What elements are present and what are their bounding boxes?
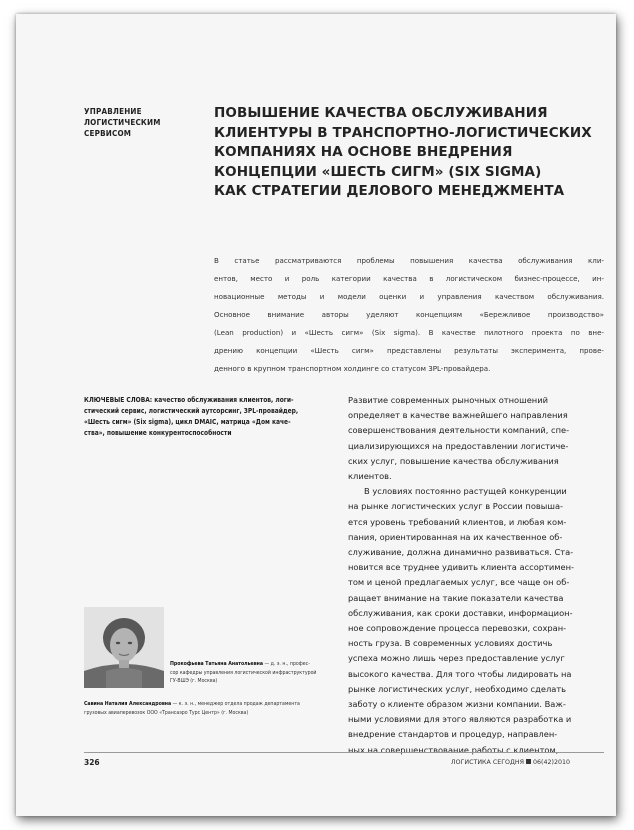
body-line: Развитие современных рыночных отношений: [348, 395, 549, 405]
body-line: высокого качества. Для того чтобы лидировать на: [348, 668, 572, 679]
abstract-line: (Lean production) и «Шесть сигм» (Six sigma). В качестве пилотного проекта по вне-: [214, 328, 604, 337]
abstract-line: денного в крупном транспортном холдинге со статусом 3PL-провайдера.: [214, 364, 491, 373]
body-line: совершенствования деятельности компаний, спе-: [348, 425, 570, 436]
author-2-name: Савина Наталия Александровна: [84, 701, 172, 707]
author-1-affiliation-line: — д. э. н., профес-: [263, 661, 310, 667]
body-line: ное сопровождение процесса перевозки, сохран-: [348, 623, 567, 634]
abstract-line: В статье рассматриваются проблемы повышения качества обслуживания кли-: [214, 256, 604, 265]
body-line: пания, ориентированная на их качественное об-: [348, 531, 563, 542]
body-line: ских услуг, повышение качества обслуживания: [348, 455, 559, 466]
body-line: В условиях постоянно растущей конкуренции: [364, 486, 567, 497]
keywords-line: КЛЮЧЕВЫЕ СЛОВА: качество обслуживания клиентов, логи-: [84, 396, 294, 404]
body-line: клиентов.: [348, 471, 392, 482]
abstract-line: дрению концепции «Шесть сигм» представлены результаты эксперимента, прове-: [214, 346, 604, 355]
title-line: КОНЦЕПЦИИ «ШЕСТЬ СИГМ» (SIX SIGMA): [214, 163, 542, 180]
author-1-caption: [170, 660, 340, 686]
keywords-line: «Шесть сигм» (Six sigma), цикл DMAIC, матрица «Дом каче-: [84, 418, 291, 426]
abstract-line: новационные методы и модели оценки и управления качеством обслуживания.: [214, 292, 604, 301]
body-line: обслуживания, как сроки доставки, информацион-: [348, 607, 573, 618]
author-portrait-image: [84, 607, 164, 688]
footer-divider: [84, 752, 604, 753]
body-line: ращает внимание на такие показатели качества: [348, 592, 564, 603]
title-line: КЛИЕНТУРЫ В ТРАНСПОРТНО-ЛОГИСТИЧЕСКИХ: [214, 124, 592, 141]
journal-footer: [451, 759, 570, 766]
square-bullet-icon: [526, 759, 531, 764]
author-2-caption: [84, 700, 339, 717]
body-line: служивание, должна динамично развиваться. Ста-: [348, 547, 574, 558]
keywords-block: [84, 395, 336, 439]
article-title: [214, 104, 604, 202]
abstract-line: Основное внимание авторы уделяют концепциям «Бережливое производство»: [214, 310, 604, 319]
page-number: 326: [84, 758, 100, 767]
abstract-line: ентов, место и роль категории качества в логистическом бизнес-процессе, ин-: [214, 274, 604, 283]
body-line: ными условиями для этого являются разработка и: [348, 714, 572, 725]
body-line: внедрение стандартов и процедур, направлен-: [348, 729, 558, 740]
section-rubric: [84, 106, 194, 139]
body-line: рынке логистических услуг, необходимо сделать: [348, 683, 567, 694]
title-line: КОМПАНИЯХ НА ОСНОВЕ ВНЕДРЕНИЯ: [214, 144, 513, 160]
author-1-affiliation-line: ГУ-ВШЭ (г. Москва): [170, 678, 218, 685]
body-line: заботу о клиенте образом жизни компании. Важ-: [348, 699, 566, 710]
author-1-affiliation-line: сор кафедры управления логистической инфраструктурой: [170, 669, 317, 676]
keywords-line: стический сервис, логистический аутсорсинг, 3PL-провайдер,: [84, 407, 299, 415]
body-line: новится все труднее удивить клиента ассортимен-: [348, 562, 575, 573]
rubric-line: ЛОГИСТИЧЕСКИМ: [84, 118, 161, 127]
body-line: на рынке логистических услуг в России повыша-: [348, 501, 564, 512]
author-2-affiliation-line: — к. э. н., менеджер отдела продаж департамента: [171, 701, 300, 707]
body-line: ность груза. В современных условиях достичь: [348, 638, 553, 649]
title-line: ПОВЫШЕНИЕ КАЧЕСТВА ОБСЛУЖИВАНИЯ: [214, 105, 548, 121]
article-body-column: [348, 393, 604, 758]
magazine-page: [16, 14, 616, 816]
title-line: КАК СТРАТЕГИИ ДЕЛОВОГО МЕНЕДЖМЕНТА: [214, 183, 565, 199]
body-line: циализирующихся на предоставлении логистиче-: [348, 440, 569, 451]
rubric-line: УПРАВЛЕНИЕ: [84, 107, 142, 116]
body-line: успеха можно лишь через предоставление услуг: [348, 653, 565, 664]
body-line: ных на совершенствование работы с клиентом,: [348, 744, 559, 755]
rubric-line: СЕРВИСОМ: [84, 129, 132, 138]
journal-issue: 06(42)2010: [533, 759, 570, 766]
body-line: том и ценой предлагаемых услуг, все чаще он об-: [348, 577, 570, 588]
body-line: ется уровень требований клиентов, и любая ком-: [348, 516, 567, 527]
body-line: определяет в качестве важнейшего направления: [348, 410, 568, 421]
journal-name: ЛОГИСТИКА СЕГОДНЯ: [450, 759, 525, 766]
author-1-name: Прокофьева Татьяна Анатольевна: [170, 661, 264, 667]
author-2-affiliation-line: грузовых авиаперевозок ООО «Трансаэро Турс Центр» (г. Москва): [84, 709, 249, 716]
author-photo: [84, 607, 164, 688]
keywords-line: ства», повышение конкурентоспособности: [84, 429, 232, 437]
article-abstract: [214, 252, 604, 378]
